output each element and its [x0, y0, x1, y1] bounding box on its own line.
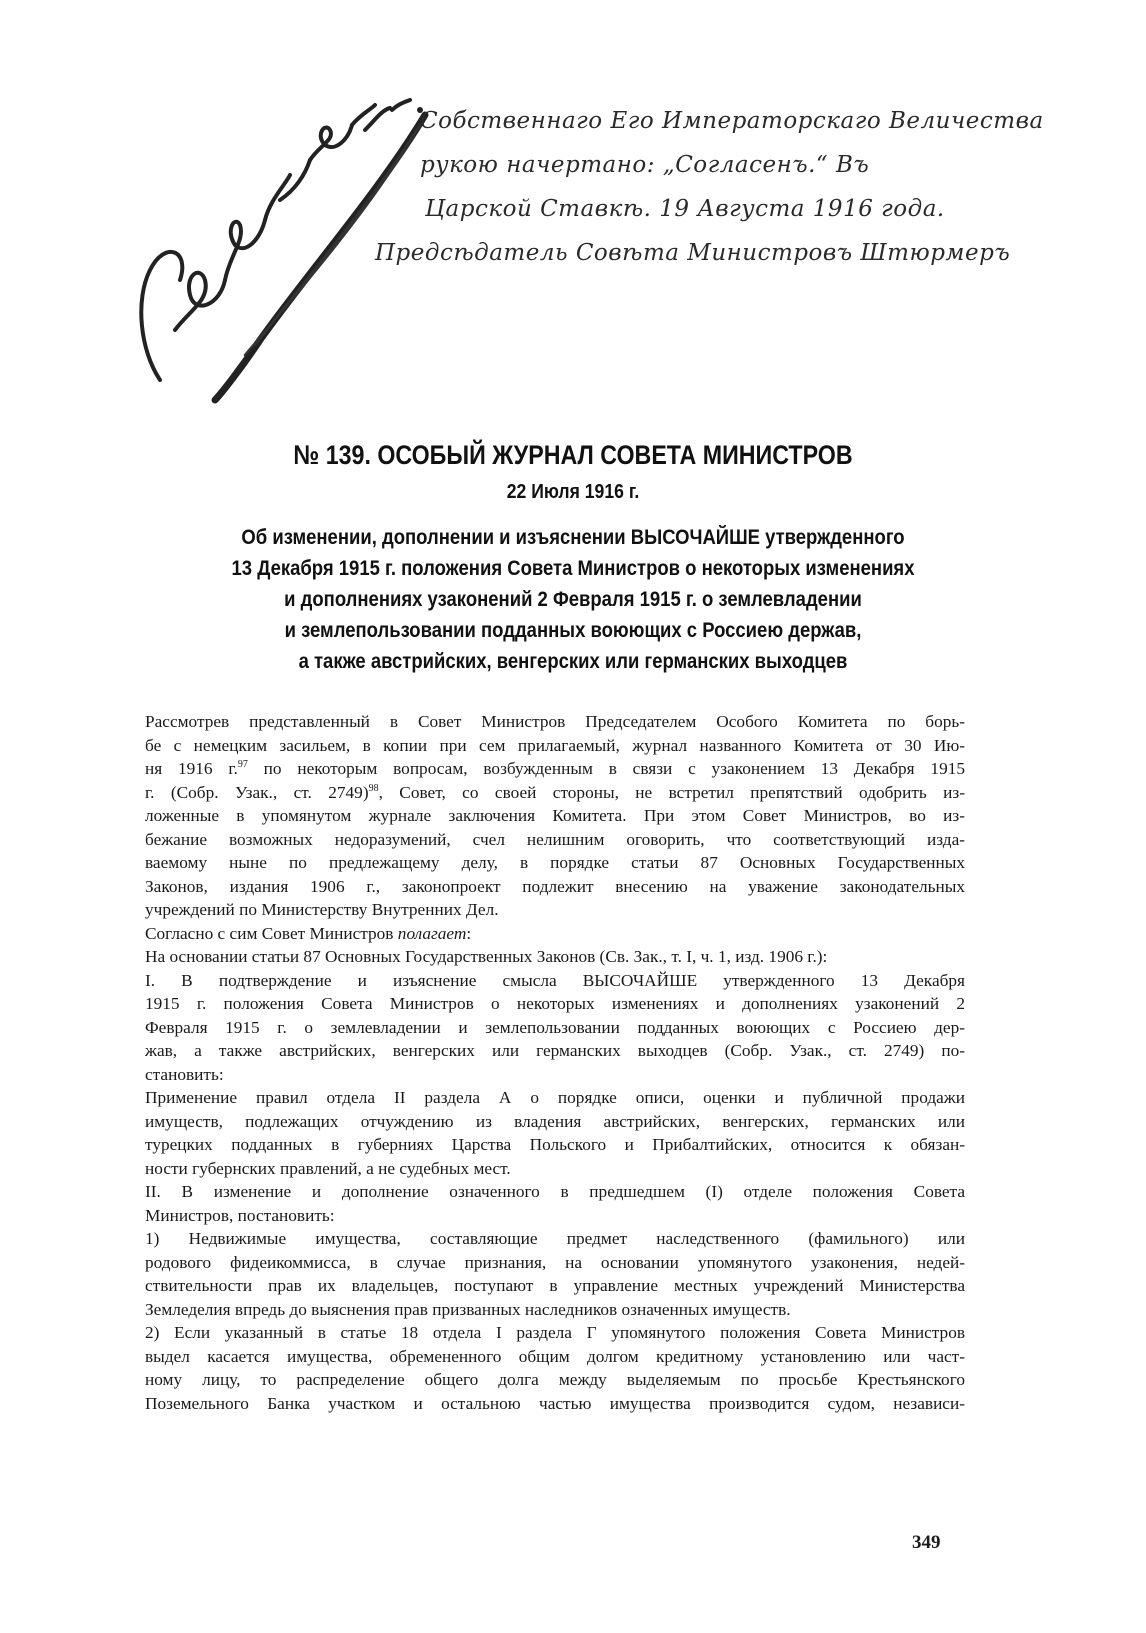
body-line: Законов, издания 1906 г., законопроект подлежит внесению на уважение законодательных [145, 876, 965, 896]
handwritten-resolution [120, 80, 1044, 440]
body-line [145, 710, 965, 734]
body-line-text: по некоторым вопросам, возбужденным в связи с узаконением 13 Декабря 1915 [247, 759, 965, 778]
handwritten-line-4: Предсѣдатель Совѣта Министровъ Штюрмеръ [375, 240, 1011, 266]
subject-line: Об изменении, дополнении и изъяснении ВЫСОЧАЙШЕ утвержденного [241, 526, 905, 549]
body-line: турецких подданных в губерниях Царства Польского и Прибалтийских, относится к обязан- [145, 1135, 965, 1154]
subject-line: и дополнениях узаконений 2 Февраля 1915 г. о землевладении [284, 588, 862, 611]
emphasis-polagaet: полагает [397, 923, 467, 943]
body-line: ности губернских правлений, а не судебных мест. [145, 1158, 511, 1178]
body-line [145, 757, 965, 781]
document-subject [122, 522, 1025, 677]
body-line: I. В подтверждение и изъяснение смысла ВЫСОЧАЙШЕ утвержденного 13 Декабря [145, 970, 965, 990]
footnote-ref: 98 [368, 782, 379, 794]
body-line: родового фидеикоммисса, в случае признания, на основании упомянутого узаконения, недей- [145, 1252, 965, 1272]
handwritten-line-2: рукою начертано: „Согласенъ.“ Въ [420, 152, 870, 178]
body-line: ствительности прав их владельцев, поступают в управление местных учреждений Министерства [145, 1276, 965, 1295]
body-line: учреждений по Министерству Внутренних Дел. [145, 900, 499, 919]
body-line: II. В изменение и дополнение означенного в предшедшем (I) отделе положения Совета [145, 1182, 965, 1201]
document-title: № 139. ОСОБЫЙ ЖУРНАЛ СОВЕТА МИНИСТРОВ [293, 440, 853, 470]
body-line [145, 922, 965, 946]
body-line: жав, а также австрийских, венгерских или германских выходцев (Собр. Узак., ст. 2749) по- [145, 1041, 965, 1060]
footnote-ref: 97 [237, 759, 248, 771]
body-line: ному лицу, то распределение общего долга между выделяемым по просьбе Крестьянского [145, 1370, 965, 1389]
body-line-text: г. (Собр. Узак., ст. 2749) [145, 782, 369, 802]
subject-line: а также австрийских, венгерских или германских выходцев [298, 650, 848, 673]
body-line: Поземельного Банка участком и остальною частью имущества производится судом, независи- [145, 1393, 965, 1413]
body-line: 1) Недвижимые имущества, составляющие предмет наследственного (фамильного) или [145, 1229, 965, 1248]
body-line: На основании статьи 87 Основных Государственных Законов (Св. Зак., т. I, ч. 1, изд. 1906 г.): [145, 947, 828, 966]
body-line: 2) Если указанный в статье 18 отдела I раздела Г упомянутого положения Совета Министров [145, 1323, 965, 1342]
body-line: бе с немецким засильем, в копии при сем прилагаемый, журнал названного Комитета от 30 Ию- [145, 735, 965, 755]
body-line: Февраля 1915 г. о землевладении и землепользовании подданных воюющих с Россиею дер- [145, 1017, 965, 1037]
body-line-text: ня 1916 г. [145, 759, 238, 778]
body-line-text: , Совет, со своей стороны, не встретил препятствий одобрить из- [378, 782, 965, 802]
body-line: имуществ, подлежащих отчуждению из владения австрийских, венгерских, германских или [145, 1111, 965, 1131]
body-line: ваемому ныне по предлежащему делу, в порядке статьи 87 Основных Государственных [145, 853, 965, 872]
body-line-text: : [466, 923, 472, 943]
subject-line: 13 Декабря 1915 г. положения Совета Министров о некоторых изменениях [231, 557, 915, 580]
body-line: бежание возможных недоразумений, счел нелишним оговорить, что соответствующий изда- [145, 829, 965, 849]
subject-line: и землепользовании подданных воюющих с Россиею держав, [284, 619, 862, 642]
body-line-text: Рассмотрев представленный в Совет Министров Председателем Особого Комитета по борь- [145, 712, 965, 731]
body-text [145, 710, 965, 1415]
body-line: Земледелия впредь до выяснения прав призванных наследников означенных имуществ. [145, 1299, 791, 1319]
handwritten-line-1: Собственнаго Его Императорскаго Величества [420, 108, 1044, 134]
document-date: 22 Июля 1916 г. [506, 481, 640, 503]
body-line: Применение правил отдела II раздела А о порядке описи, оценки и публичной продажи [145, 1088, 965, 1107]
body-line: выдел касается имущества, обремененного общим долгом кредитному установлению или част- [145, 1346, 965, 1366]
body-line: Министров, постановить: [145, 1205, 335, 1225]
body-line: 1915 г. положения Совета Министров о некоторых изменениях и дополнениях узаконений 2 [145, 994, 965, 1013]
body-line [145, 781, 965, 805]
body-line-text: Согласно с сим Совет Министров [145, 923, 398, 943]
body-line: становить: [145, 1064, 224, 1084]
body-line: ложенные в упомянутом журнале заключения Комитета. При этом Совет Министров, во из- [145, 806, 965, 825]
handwritten-line-3: Царской Ставкѣ. 19 Августа 1916 года. [425, 196, 945, 222]
page-number: 349 [912, 1532, 941, 1553]
